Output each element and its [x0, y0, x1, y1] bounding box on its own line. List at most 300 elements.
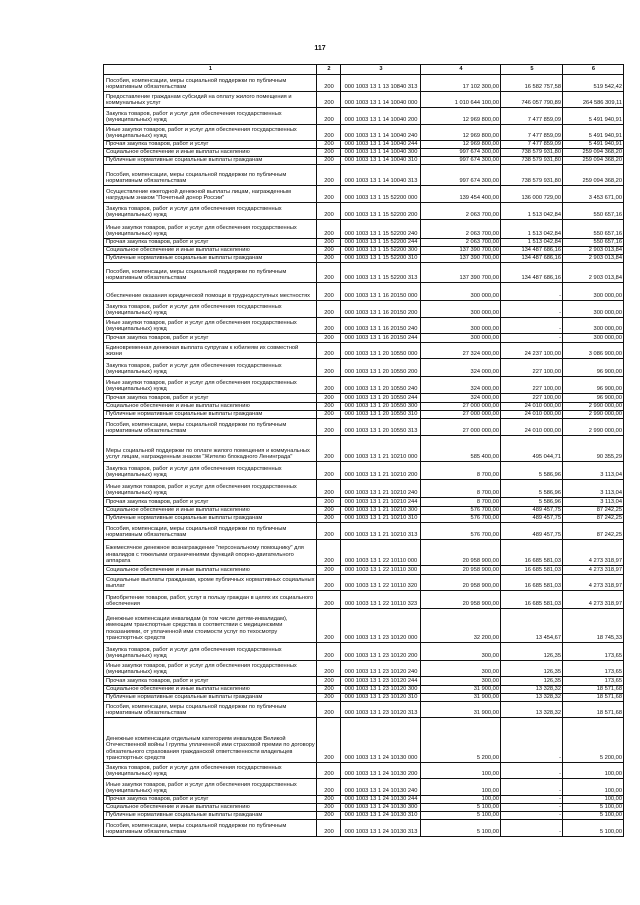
cell-line-code: 200 [317, 283, 341, 301]
cell-description: Пособия, компенсации, меры социальной поддержки по публичным нормативным обязательствам [104, 75, 317, 92]
cell-budget-code: 000 1003 13 1 13 10840 313 [341, 75, 421, 92]
cell-executed-amount: 7 477 859,09 [501, 108, 563, 125]
cell-line-code: 200 [317, 702, 341, 718]
cell-unexecuted-amount: 264 586 309,11 [563, 92, 624, 108]
cell-description: Социальное обеспечение и иные выплаты населению [104, 403, 317, 411]
cell-line-code: 200 [317, 157, 341, 165]
cell-executed-amount: 738 579 931,80 [501, 157, 563, 165]
table-row [104, 263, 624, 283]
cell-budget-code: 000 1003 13 1 14 10040 244 [341, 141, 421, 149]
cell-executed-amount: 134 487 686,16 [501, 263, 563, 283]
cell-unexecuted-amount: 96 900,00 [563, 394, 624, 403]
cell-approved-amount: 324 000,00 [421, 394, 501, 403]
cell-approved-amount: 324 000,00 [421, 377, 501, 394]
cell-approved-amount: 576 700,00 [421, 507, 501, 515]
cell-line-code: 200 [317, 661, 341, 677]
cell-budget-code: 000 1003 13 1 20 10550 000 [341, 343, 421, 359]
table-row [104, 702, 624, 718]
cell-description: Иные закупки товаров, работ и услуг для обеспечения государственных (муниципальных) нужд [104, 220, 317, 239]
cell-description: Закупка товаров, работ и услуг для обеспечения государственных (муниципальных) нужд [104, 108, 317, 125]
table-row [104, 462, 624, 480]
cell-executed-amount: - [501, 804, 563, 812]
column-header-6: 6 [563, 65, 624, 75]
column-header-1: 1 [104, 65, 317, 75]
cell-executed-amount: - [501, 779, 563, 796]
cell-line-code: 200 [317, 677, 341, 686]
cell-line-code: 200 [317, 812, 341, 820]
cell-executed-amount: 24 237 100,00 [501, 343, 563, 359]
cell-line-code: 200 [317, 359, 341, 377]
cell-description: Социальное обеспечение и иные выплаты населению [104, 566, 317, 575]
cell-approved-amount: 31 900,00 [421, 686, 501, 694]
cell-line-code: 200 [317, 108, 341, 125]
cell-executed-amount: 1 513 042,84 [501, 220, 563, 239]
cell-unexecuted-amount: 4 273 318,97 [563, 591, 624, 609]
table-row [104, 318, 624, 334]
cell-budget-code: 000 1003 13 1 21 10210 300 [341, 507, 421, 515]
cell-description: Закупка товаров, работ и услуг для обеспечения государственных (муниципальных) нужд [104, 359, 317, 377]
cell-line-code: 200 [317, 804, 341, 812]
cell-description: Пособия, компенсации, меры социальной поддержки по публичным нормативным обязательствам [104, 820, 317, 837]
cell-executed-amount: 16 685 581,03 [501, 540, 563, 566]
cell-budget-code: 000 1003 13 1 24 10130 200 [341, 763, 421, 779]
column-header-4: 4 [421, 65, 501, 75]
cell-approved-amount: 8 700,00 [421, 498, 501, 507]
cell-approved-amount: 576 700,00 [421, 515, 501, 523]
cell-budget-code: 000 1003 13 1 21 10210 200 [341, 462, 421, 480]
cell-line-code: 200 [317, 436, 341, 462]
table-row [104, 779, 624, 796]
cell-budget-code: 000 1003 13 1 16 20150 200 [341, 301, 421, 318]
cell-approved-amount: 100,00 [421, 779, 501, 796]
table-row [104, 75, 624, 92]
cell-executed-amount: 126,35 [501, 661, 563, 677]
cell-executed-amount: 16 582 757,58 [501, 75, 563, 92]
cell-unexecuted-amount: 550 657,16 [563, 239, 624, 247]
cell-line-code: 200 [317, 149, 341, 157]
cell-executed-amount: 746 057 790,89 [501, 92, 563, 108]
cell-description: Публичные нормативные социальные выплаты гражданам [104, 694, 317, 702]
cell-approved-amount: 137 390 700,00 [421, 255, 501, 263]
cell-line-code: 200 [317, 515, 341, 523]
cell-line-code: 200 [317, 763, 341, 779]
cell-budget-code: 000 1003 13 1 21 10210 000 [341, 436, 421, 462]
cell-budget-code: 000 1003 13 1 20 10550 313 [341, 419, 421, 436]
cell-approved-amount: 576 700,00 [421, 523, 501, 540]
cell-description: Закупка товаров, работ и услуг для обеспечения государственных (муниципальных) нужд [104, 462, 317, 480]
cell-unexecuted-amount: 173,65 [563, 677, 624, 686]
cell-description: Приобретение товаров, работ, услуг в пользу граждан в целях их социального обеспечения [104, 591, 317, 609]
cell-unexecuted-amount: 18 571,68 [563, 702, 624, 718]
cell-description: Социальное обеспечение и иные выплаты населению [104, 247, 317, 255]
cell-approved-amount: 300 000,00 [421, 283, 501, 301]
cell-approved-amount: 300,00 [421, 677, 501, 686]
cell-approved-amount: 585 400,00 [421, 436, 501, 462]
cell-approved-amount: 27 000 000,00 [421, 411, 501, 419]
cell-approved-amount: 137 390 700,00 [421, 247, 501, 255]
cell-executed-amount: 24 010 000,00 [501, 403, 563, 411]
cell-approved-amount: 5 100,00 [421, 804, 501, 812]
cell-budget-code: 000 1003 13 1 23 10120 240 [341, 661, 421, 677]
cell-approved-amount: 300 000,00 [421, 301, 501, 318]
cell-description: Иные закупки товаров, работ и услуг для обеспечения государственных (муниципальных) нужд [104, 480, 317, 498]
cell-unexecuted-amount: 2 903 013,84 [563, 255, 624, 263]
cell-budget-code: 000 1003 13 1 16 20150 244 [341, 334, 421, 343]
cell-budget-code: 000 1003 13 1 16 20150 240 [341, 318, 421, 334]
column-number-row [104, 65, 624, 75]
cell-approved-amount: 20 958 900,00 [421, 575, 501, 591]
cell-executed-amount: 126,35 [501, 677, 563, 686]
cell-approved-amount: 27 000 000,00 [421, 403, 501, 411]
cell-unexecuted-amount: 5 200,00 [563, 718, 624, 763]
cell-line-code: 200 [317, 779, 341, 796]
cell-budget-code: 000 1003 13 1 22 10110 323 [341, 591, 421, 609]
cell-budget-code: 000 1003 13 1 14 10040 000 [341, 92, 421, 108]
cell-budget-code: 000 1003 13 1 15 52200 244 [341, 239, 421, 247]
cell-approved-amount: 2 063 700,00 [421, 220, 501, 239]
cell-executed-amount: 7 477 859,09 [501, 125, 563, 141]
cell-description: Пособия, компенсации, меры социальной поддержки по публичным нормативным обязательствам [104, 523, 317, 540]
cell-unexecuted-amount: 550 657,16 [563, 220, 624, 239]
cell-executed-amount: 227 100,00 [501, 377, 563, 394]
table-row [104, 377, 624, 394]
table-row [104, 203, 624, 220]
cell-line-code: 200 [317, 141, 341, 149]
table-row [104, 591, 624, 609]
table-row [104, 718, 624, 763]
cell-budget-code: 000 1003 13 1 15 52200 200 [341, 203, 421, 220]
cell-approved-amount: 31 900,00 [421, 702, 501, 718]
cell-approved-amount: 100,00 [421, 796, 501, 804]
cell-line-code: 200 [317, 377, 341, 394]
cell-line-code: 200 [317, 498, 341, 507]
cell-unexecuted-amount: 5 491 940,91 [563, 141, 624, 149]
cell-unexecuted-amount: 2 903 013,84 [563, 263, 624, 283]
cell-unexecuted-amount: 259 094 368,20 [563, 165, 624, 186]
cell-unexecuted-amount: 18 745,33 [563, 609, 624, 643]
cell-budget-code: 000 1003 13 1 20 10550 200 [341, 359, 421, 377]
cell-description: Ежемесячное денежное вознаграждение "персональному помощнику" для инвалидов с тяжелыми ограничениями функций опорно-двигательного аппарата [104, 540, 317, 566]
table-row [104, 108, 624, 125]
cell-unexecuted-amount: 300 000,00 [563, 318, 624, 334]
cell-description: Социальное обеспечение и иные выплаты населению [104, 686, 317, 694]
cell-unexecuted-amount: 2 990 000,00 [563, 419, 624, 436]
cell-executed-amount: - [501, 718, 563, 763]
cell-approved-amount: 31 900,00 [421, 694, 501, 702]
cell-description: Социальное обеспечение и иные выплаты населению [104, 804, 317, 812]
cell-unexecuted-amount: 2 903 013,84 [563, 247, 624, 255]
cell-line-code: 200 [317, 92, 341, 108]
cell-approved-amount: 8 700,00 [421, 462, 501, 480]
table-row [104, 239, 624, 247]
cell-budget-code: 000 1003 13 1 23 10120 244 [341, 677, 421, 686]
cell-executed-amount: 1 513 042,84 [501, 203, 563, 220]
cell-budget-code: 000 1003 13 1 24 10130 300 [341, 804, 421, 812]
cell-approved-amount: 12 969 800,00 [421, 108, 501, 125]
cell-unexecuted-amount: 90 355,29 [563, 436, 624, 462]
cell-approved-amount: 8 700,00 [421, 480, 501, 498]
cell-line-code: 200 [317, 75, 341, 92]
cell-line-code: 200 [317, 796, 341, 804]
cell-line-code: 200 [317, 480, 341, 498]
cell-description: Прочая закупка товаров, работ и услуг [104, 394, 317, 403]
cell-executed-amount: 5 586,96 [501, 480, 563, 498]
cell-unexecuted-amount: 100,00 [563, 796, 624, 804]
table-row [104, 763, 624, 779]
cell-description: Денежные компенсации отдельным категориям инвалидов Великой Отечественной войны I группы уплаченной ими страховой премии по договору обязательного страхования гражданской ответственности владельцев транспортных средств [104, 718, 317, 763]
table-row [104, 141, 624, 149]
cell-approved-amount: 137 390 700,00 [421, 263, 501, 283]
table-row [104, 436, 624, 462]
table-row [104, 677, 624, 686]
cell-executed-amount: 227 100,00 [501, 394, 563, 403]
cell-budget-code: 000 1003 13 1 22 10110 300 [341, 566, 421, 575]
cell-unexecuted-amount: 2 990 000,00 [563, 411, 624, 419]
cell-line-code: 200 [317, 591, 341, 609]
cell-line-code: 200 [317, 334, 341, 343]
cell-description: Социальное обеспечение и иные выплаты населению [104, 507, 317, 515]
cell-unexecuted-amount: 550 657,16 [563, 203, 624, 220]
cell-approved-amount: 100,00 [421, 763, 501, 779]
cell-budget-code: 000 1003 13 1 14 10040 313 [341, 165, 421, 186]
cell-approved-amount: 20 958 900,00 [421, 540, 501, 566]
cell-description: Иные закупки товаров, работ и услуг для обеспечения государственных (муниципальных) нужд [104, 318, 317, 334]
cell-executed-amount: 134 487 686,16 [501, 247, 563, 255]
cell-executed-amount: 227 100,00 [501, 359, 563, 377]
cell-description: Прочая закупка товаров, работ и услуг [104, 334, 317, 343]
table-row [104, 92, 624, 108]
table-row [104, 609, 624, 643]
cell-budget-code: 000 1003 13 1 23 10120 200 [341, 643, 421, 661]
column-header-5: 5 [501, 65, 563, 75]
cell-line-code: 200 [317, 220, 341, 239]
cell-unexecuted-amount: 4 273 318,97 [563, 566, 624, 575]
table-row [104, 301, 624, 318]
cell-description: Публичные нормативные социальные выплаты гражданам [104, 157, 317, 165]
table-row [104, 283, 624, 301]
cell-unexecuted-amount: 300 000,00 [563, 283, 624, 301]
cell-budget-code: 000 1003 13 1 23 10120 300 [341, 686, 421, 694]
expenditure-table [103, 64, 624, 837]
cell-description: Меры социальной поддержки по оплате жилого помещения и коммунальных услуг лицам, награжденным знаком "Жителю блокадного Ленинграда" [104, 436, 317, 462]
cell-executed-amount: 16 685 581,03 [501, 591, 563, 609]
table-row [104, 498, 624, 507]
cell-unexecuted-amount: 519 542,42 [563, 75, 624, 92]
cell-description: Прочая закупка товаров, работ и услуг [104, 677, 317, 686]
cell-budget-code: 000 1003 13 1 21 10210 244 [341, 498, 421, 507]
table-row [104, 540, 624, 566]
cell-executed-amount: 489 457,75 [501, 507, 563, 515]
cell-budget-code: 000 1003 13 1 24 10130 244 [341, 796, 421, 804]
cell-budget-code: 000 1003 13 1 14 10040 310 [341, 157, 421, 165]
table-row [104, 394, 624, 403]
table-row [104, 566, 624, 575]
cell-approved-amount: 300,00 [421, 661, 501, 677]
cell-description: Публичные нормативные социальные выплаты гражданам [104, 255, 317, 263]
cell-executed-amount: 24 010 000,00 [501, 419, 563, 436]
cell-unexecuted-amount: 3 086 900,00 [563, 343, 624, 359]
cell-unexecuted-amount: 87 242,25 [563, 515, 624, 523]
cell-line-code: 200 [317, 643, 341, 661]
cell-approved-amount: 12 969 800,00 [421, 141, 501, 149]
table-row [104, 419, 624, 436]
cell-executed-amount: - [501, 318, 563, 334]
cell-budget-code: 000 1003 13 1 23 10120 313 [341, 702, 421, 718]
cell-unexecuted-amount: 3 113,04 [563, 480, 624, 498]
cell-unexecuted-amount: 87 242,25 [563, 523, 624, 540]
cell-description: Обеспечение оказания юридической помощи в труднодоступных местностях [104, 283, 317, 301]
cell-unexecuted-amount: 3 113,04 [563, 498, 624, 507]
cell-executed-amount: 489 457,75 [501, 515, 563, 523]
cell-description: Социальные выплаты гражданам, кроме публичных нормативных социальных выплат [104, 575, 317, 591]
cell-description: Закупка товаров, работ и услуг для обеспечения государственных (муниципальных) нужд [104, 301, 317, 318]
cell-line-code: 200 [317, 247, 341, 255]
table-row [104, 643, 624, 661]
cell-executed-amount: 7 477 859,09 [501, 141, 563, 149]
cell-budget-code: 000 1003 13 1 24 10130 240 [341, 779, 421, 796]
cell-executed-amount: 13 454,67 [501, 609, 563, 643]
cell-approved-amount: 324 000,00 [421, 359, 501, 377]
cell-description: Прочая закупка товаров, работ и услуг [104, 239, 317, 247]
cell-description: Иные закупки товаров, работ и услуг для обеспечения государственных (муниципальных) нужд [104, 377, 317, 394]
table-body [104, 65, 624, 837]
cell-unexecuted-amount: 18 571,68 [563, 694, 624, 702]
cell-description: Прочая закупка товаров, работ и услуг [104, 141, 317, 149]
cell-approved-amount: 5 100,00 [421, 812, 501, 820]
table-row [104, 686, 624, 694]
cell-description: Иные закупки товаров, работ и услуг для обеспечения государственных (муниципальных) нужд [104, 661, 317, 677]
cell-executed-amount: 495 044,71 [501, 436, 563, 462]
cell-unexecuted-amount: 259 094 368,20 [563, 157, 624, 165]
cell-line-code: 200 [317, 394, 341, 403]
table-row [104, 515, 624, 523]
table-row [104, 411, 624, 419]
cell-executed-amount: 13 328,32 [501, 694, 563, 702]
table-row [104, 661, 624, 677]
cell-unexecuted-amount: 5 100,00 [563, 812, 624, 820]
cell-executed-amount: 126,35 [501, 643, 563, 661]
cell-approved-amount: 5 100,00 [421, 820, 501, 837]
cell-budget-code: 000 1003 13 1 15 52200 313 [341, 263, 421, 283]
cell-executed-amount: 13 328,32 [501, 686, 563, 694]
cell-line-code: 200 [317, 820, 341, 837]
table-row [104, 125, 624, 141]
cell-description: Публичные нормативные социальные выплаты гражданам [104, 515, 317, 523]
cell-line-code: 200 [317, 255, 341, 263]
cell-line-code: 200 [317, 263, 341, 283]
table-row [104, 575, 624, 591]
cell-executed-amount: 5 586,96 [501, 462, 563, 480]
cell-line-code: 200 [317, 186, 341, 203]
cell-budget-code: 000 1003 13 1 24 10130 310 [341, 812, 421, 820]
cell-approved-amount: 997 674 300,00 [421, 149, 501, 157]
cell-approved-amount: 20 958 900,00 [421, 591, 501, 609]
cell-budget-code: 000 1003 13 1 14 10040 240 [341, 125, 421, 141]
table-row [104, 149, 624, 157]
table-row [104, 480, 624, 498]
cell-budget-code: 000 1003 13 1 24 10130 313 [341, 820, 421, 837]
table-row [104, 403, 624, 411]
cell-unexecuted-amount: 100,00 [563, 763, 624, 779]
cell-unexecuted-amount: 4 273 318,97 [563, 575, 624, 591]
cell-executed-amount: - [501, 820, 563, 837]
cell-budget-code: 000 1003 13 1 22 10110 000 [341, 540, 421, 566]
cell-line-code: 200 [317, 301, 341, 318]
cell-executed-amount: 134 487 686,16 [501, 255, 563, 263]
page-number: 117 [314, 45, 326, 52]
cell-description: Осуществление ежегодной денежной выплаты лицам, награжденным нагрудным знаком "Почетный донор России" [104, 186, 317, 203]
column-header-2: 2 [317, 65, 341, 75]
cell-description: Пособия, компенсации, меры социальной поддержки по публичным нормативным обязательствам [104, 702, 317, 718]
cell-description: Пособия, компенсации, меры социальной поддержки по публичным нормативным обязательствам [104, 263, 317, 283]
cell-unexecuted-amount: 87 242,25 [563, 507, 624, 515]
cell-unexecuted-amount: 300 000,00 [563, 301, 624, 318]
table-row [104, 157, 624, 165]
cell-approved-amount: 5 200,00 [421, 718, 501, 763]
cell-budget-code: 000 1003 13 1 23 10120 000 [341, 609, 421, 643]
cell-budget-code: 000 1003 13 1 20 10550 300 [341, 403, 421, 411]
cell-approved-amount: 2 063 700,00 [421, 203, 501, 220]
cell-unexecuted-amount: 300 000,00 [563, 334, 624, 343]
cell-executed-amount: - [501, 283, 563, 301]
cell-unexecuted-amount: 173,65 [563, 661, 624, 677]
cell-line-code: 200 [317, 343, 341, 359]
cell-line-code: 200 [317, 609, 341, 643]
cell-description: Предоставление гражданам субсидий на оплату жилого помещения и коммунальных услуг [104, 92, 317, 108]
cell-executed-amount: 16 685 581,03 [501, 575, 563, 591]
cell-approved-amount: 300 000,00 [421, 334, 501, 343]
table-row [104, 812, 624, 820]
cell-executed-amount: - [501, 812, 563, 820]
cell-executed-amount: 13 328,32 [501, 702, 563, 718]
table-row [104, 255, 624, 263]
cell-unexecuted-amount: 4 273 318,97 [563, 540, 624, 566]
cell-line-code: 200 [317, 239, 341, 247]
cell-approved-amount: 997 674 300,00 [421, 165, 501, 186]
cell-line-code: 200 [317, 566, 341, 575]
table-row [104, 359, 624, 377]
cell-line-code: 200 [317, 718, 341, 763]
cell-line-code: 200 [317, 411, 341, 419]
cell-approved-amount: 1 010 644 100,00 [421, 92, 501, 108]
cell-approved-amount: 32 200,00 [421, 609, 501, 643]
cell-unexecuted-amount: 5 491 940,91 [563, 108, 624, 125]
cell-description: Иные закупки товаров, работ и услуг для обеспечения государственных (муниципальных) нужд [104, 779, 317, 796]
cell-executed-amount: 5 586,96 [501, 498, 563, 507]
cell-approved-amount: 139 454 400,00 [421, 186, 501, 203]
cell-description: Пособия, компенсации, меры социальной поддержки по публичным нормативным обязательствам [104, 419, 317, 436]
cell-description: Пособия, компенсации, меры социальной поддержки по публичным нормативным обязательствам [104, 165, 317, 186]
cell-description: Социальное обеспечение и иные выплаты населению [104, 149, 317, 157]
cell-unexecuted-amount: 96 900,00 [563, 359, 624, 377]
cell-unexecuted-amount: 3 113,04 [563, 462, 624, 480]
cell-line-code: 200 [317, 694, 341, 702]
table-row [104, 796, 624, 804]
cell-executed-amount: 16 685 581,03 [501, 566, 563, 575]
cell-description: Закупка товаров, работ и услуг для обеспечения государственных (муниципальных) нужд [104, 763, 317, 779]
cell-budget-code: 000 1003 13 1 20 10550 244 [341, 394, 421, 403]
cell-executed-amount: 24 010 000,00 [501, 411, 563, 419]
cell-description: Денежные компенсации инвалидам (в том числе детям-инвалидам), имеющим транспортные средства в соответствии с медицинскими показаниями, от уплаченной ими стоимости услуг по техосмотру транспортных средств [104, 609, 317, 643]
cell-description: Закупка товаров, работ и услуг для обеспечения государственных (муниципальных) нужд [104, 643, 317, 661]
cell-executed-amount: 136 000 729,00 [501, 186, 563, 203]
cell-budget-code: 000 1003 13 1 21 10210 313 [341, 523, 421, 540]
cell-description: Единовременная денежная выплата супругам к юбилеям их совместной жизни [104, 343, 317, 359]
cell-budget-code: 000 1003 13 1 15 52200 000 [341, 186, 421, 203]
cell-description: Иные закупки товаров, работ и услуг для обеспечения государственных (муниципальных) нужд [104, 125, 317, 141]
cell-budget-code: 000 1003 13 1 23 10120 310 [341, 694, 421, 702]
table-row [104, 334, 624, 343]
